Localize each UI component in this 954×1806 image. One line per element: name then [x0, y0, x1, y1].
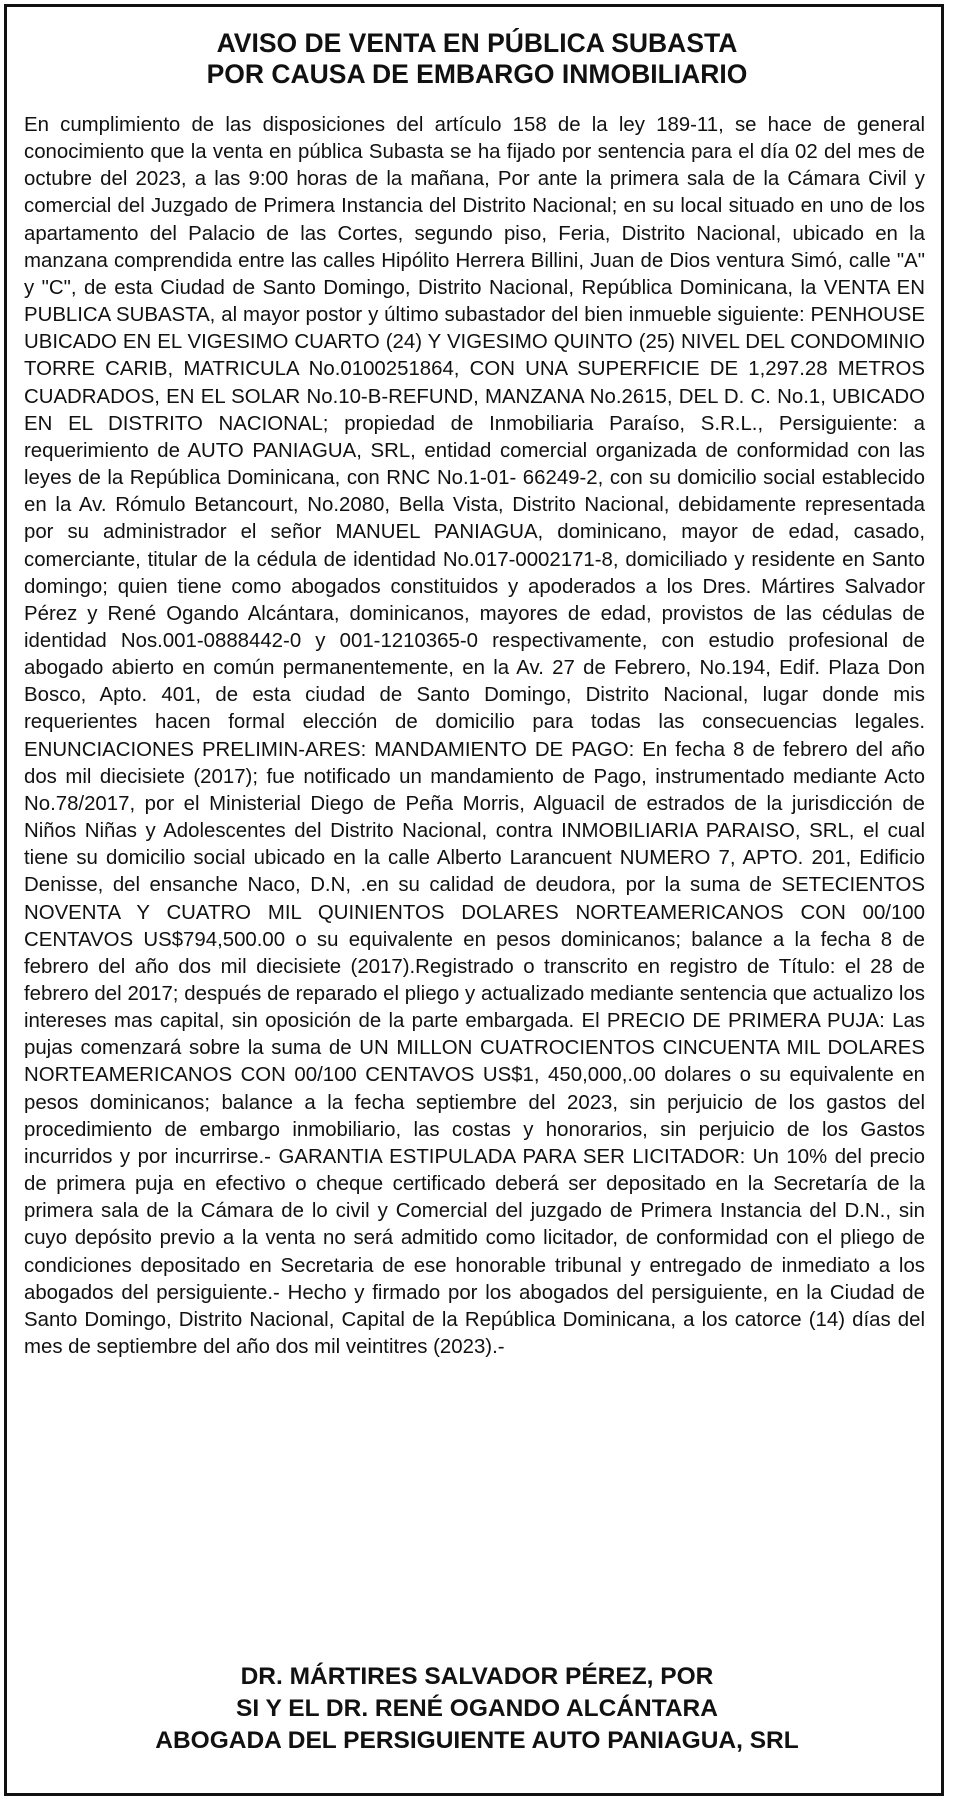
signature-line-3: ABOGADA DEL PERSIGUIENTE AUTO PANIAGUA, SRL	[155, 1727, 799, 1754]
notice-body: En cumplimiento de las disposiciones del artículo 158 de la ley 189-11, se hace de general conocimiento que la venta en pública Subasta se ha fijado por sentencia para el día 02 del mes de octubre del 2023, a las 9:00 horas de la mañana, Por ante la primera sala de la Cámara Civil y comercial del Juzgado de Primera Instancia del Distrito Nacional; en su local situado en uno de los apartamento del Palacio de las Cortes, segundo piso, Feria, Distrito Nacional, ubicado en la manzana comprendida entre las calles Hipólito Herrera Billini, Juan de Dios ventura Simó, calle "A" y "C", de esta Ciudad de Santo Domingo, Distrito Nacional, República Dominicana, la VENTA EN PUBLICA SUBASTA, al mayor postor y último subastador del bien inmueble siguiente: PENHOUSE UBICADO EN EL VIGESIMO CUARTO (24) Y VIGESIMO QUINTO (25) NIVEL DEL CONDOMINIO TORRE CARIB, MATRICULA No.0100251864, CON UNA SUPERFICIE DE 1,297.28 METROS CUADRADOS, EN EL SOLAR No.10-B-REFUND, MANZANA No.2615, DEL D. C. No.1, UBICADO EN EL DISTRITO NACIONAL; propiedad de Inmobiliaria Paraíso, S.R.L., Persiguiente: a requerimiento de AUTO PANIAGUA, SRL, entidad comercial organizada de conformidad con las leyes de la República Dominicana, con RNC No.1-01- 66249-2, con su domicilio social establecido en la Av. Rómulo Betancourt, No.2080, Bella Vista, Distrito Nacional, debidamente representada por su administrador el señor MANUEL PANIAGUA, dominicano, mayor de edad, casado, comerciante, titular de la cédula de identidad No.017-0002171-8, domiciliado y residente en Santo domingo; quien tiene como abogados constituidos y apoderados a los Dres. Mártires Salvador Pérez y René Ogando Alcántara, dominicanos, mayores de edad, provistos de las cédulas de identidad Nos.001-0888442-0 y 001-1210365-0 respectivamente, con estudio profesional de abogado abierto en común permanentemente, en la Av. 27 de Febrero, No.194, Edif. Plaza Don Bosco, Apto. 401, de esta ciudad de Santo Domingo, Distrito Nacional, lugar donde mis requerientes hacen formal elección de domicilio para todas las consecuencias legales. ENUNCIACIONES PRELIMIN-ARES: MANDAMIENTO DE PAGO: En fecha 8 de febrero del año dos mil diecisiete (2017); fue notificado un mandamiento de Pago, instrumentado mediante Acto No.78/2017, por el Ministerial Diego de Peña Morris, Alguacil de estrados de la jurisdicción de Niños Niñas y Adolescentes del Distrito Nacional, contra INMOBILIARIA PARAISO, SRL, el cual tiene su domicilio social ubicado en la calle Alberto Larancuent NUMERO 7, APTO. 201, Edificio Denisse, del ensanche Naco, D.N, .en su calidad de deudora, por la suma de SETECIENTOS NOVENTA Y CUATRO MIL QUINIENTOS DOLARES NORTEAMERICANOS CON 00/100 CENTAVOS US$794,500.00 o su equivalente en pesos dominicanos; balance a la fecha 8 de febrero del año dos mil diecisiete (2017).Registrado o transcrito en registro de Título: el 28 de febrero del 2017; después de reparado el pliego y actualizado mediante sentencia que actualizo los intereses mas capital, sin oposición de la parte embargada. El PRECIO DE PRIMERA PUJA: Las pujas comenzará sobre la suma de UN MILLON CUATROCIENTOS CINCUENTA MIL DOLARES NORTEAMERICANOS CON 00/100 CENTAVOS US$1, 450,000,.00 dolares o su equivalente en pesos dominicanos; balance a la fecha septiembre del 2023, sin perjuicio de los gastos del procedimiento de embargo inmobiliario, las costas y honorarios, sin perjuicio de los Gastos incurridos y por incurrirse.- GARANTIA ESTIPULADA PARA SER LICITADOR: Un 10% del precio de primera puja en efectivo o cheque certificado deberá ser depositado en la Secretaría de la primera sala de la Cámara de lo civil y Comercial del juzgado de Primera Instancia del D.N., sin cuyo depósito previo a la venta no será admitido como licitador, de conformidad con el pliego de condiciones depositado en Secretaria de ese honorable tribunal y entregado de inmediato a los abogados del persiguiente.- Hecho y firmado por los abogados del persiguiente, en la Ciudad de Santo Domingo, Distrito Nacional, Capital de la República Dominicana, a los catorce (14) días del mes de septiembre del año dos mil veintitres (2023).-	[24, 114, 925, 1359]
notice-title-line-1: AVISO DE VENTA EN PÚBLICA SUBASTA	[216, 28, 738, 58]
notice-title-line-2: POR CAUSA DE EMBARGO INMOBILIARIO	[206, 59, 748, 89]
signature-line-1: DR. MÁRTIRES SALVADOR PÉREZ, POR	[240, 1663, 714, 1690]
signature-block	[0, 1661, 954, 1757]
signature-line-2: SI Y EL DR. RENÉ OGANDO ALCÁNTARA	[236, 1695, 718, 1722]
notice-title	[0, 28, 954, 90]
